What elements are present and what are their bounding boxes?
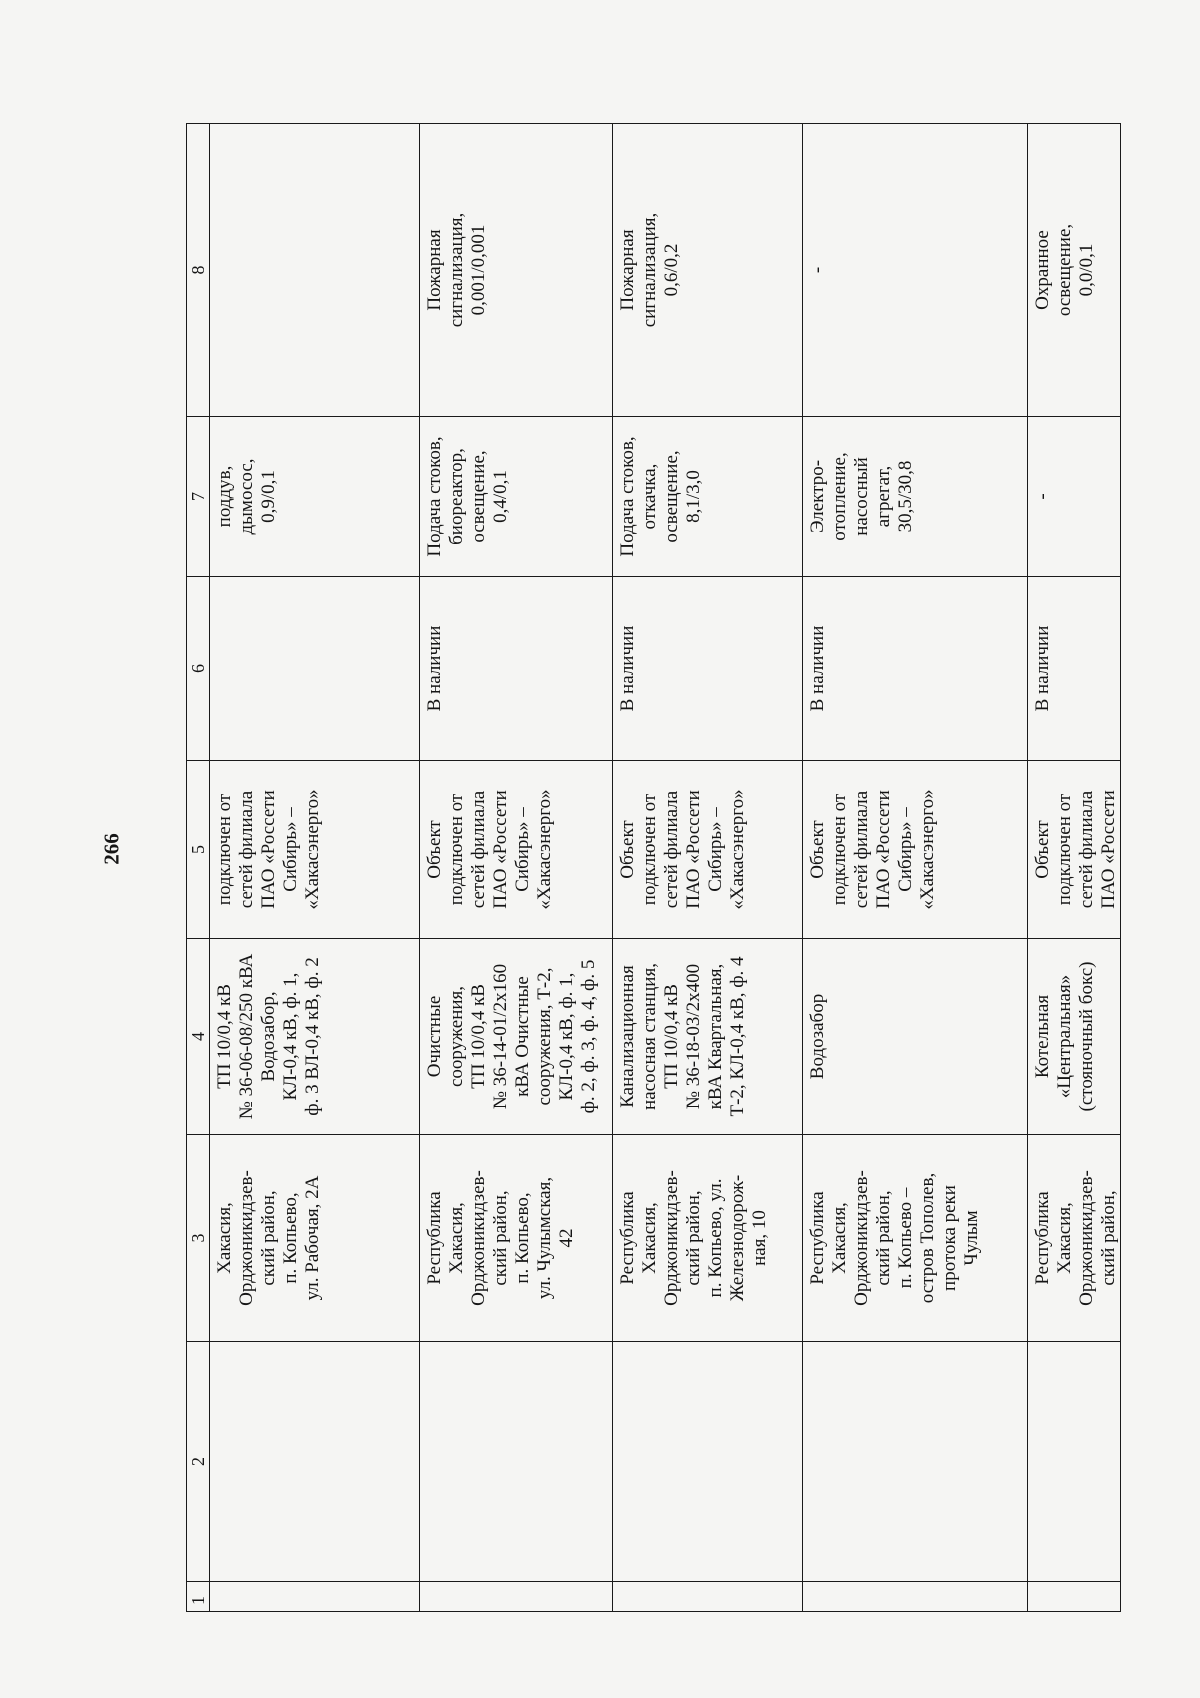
availability-cell: В наличии <box>613 577 803 761</box>
power-source-cell: Котельная «Центральная» (стояночный бокс) <box>1028 939 1121 1135</box>
connection-cell: Объект подключен от сетей филиала ПАО «Россети Сибирь» – «Хакасэнерго» <box>420 761 613 939</box>
other-load-cell: Охранное освещение, 0,0/0,1 <box>1028 124 1121 417</box>
row-index-cell <box>1028 1582 1121 1612</box>
availability-cell: В наличии <box>420 577 613 761</box>
load-cell: поддув, дымосос, 0,9/0,1 <box>210 417 420 577</box>
name-cell <box>613 1342 803 1582</box>
load-cell: Электро- отопление, насосный агрегат, 30,5/30,8 <box>803 417 1028 577</box>
table-row <box>1028 124 1121 1612</box>
header-cell: 7 <box>187 417 210 577</box>
availability-cell: В наличии <box>1028 577 1121 761</box>
address-cell: Республика Хакасия, Орджоникидзев- ский район, п. Копьево, ул. Железнодорож- ная, 10 <box>613 1135 803 1342</box>
row-index-cell <box>803 1582 1028 1612</box>
row-index-cell <box>210 1582 420 1612</box>
name-cell <box>1028 1342 1121 1582</box>
connection-cell: Объект подключен от сетей филиала ПАО «Россети <box>1028 761 1121 939</box>
other-load-cell <box>210 124 420 417</box>
table-row <box>613 124 803 1612</box>
availability-cell: В наличии <box>803 577 1028 761</box>
address-cell: Республика Хакасия, Орджоникидзев- ский район, <box>1028 1135 1121 1342</box>
address-cell: Хакасия, Орджоникидзев- ский район, п. Копьево, ул. Рабочая, 2А <box>210 1135 420 1342</box>
header-cell: 6 <box>187 577 210 761</box>
page-number: 266 <box>99 833 124 865</box>
rotated-table-container <box>186 124 1118 1612</box>
power-source-cell: ТП 10/0,4 кВ № 36-06-08/250 кВА Водозабор, КЛ-0,4 кВ, ф. 1, ф. 3 ВЛ-0,4 кВ, ф. 2 <box>210 939 420 1135</box>
other-load-cell: Пожарная сигнализация, 0,6/0,2 <box>613 124 803 417</box>
header-cell: 4 <box>187 939 210 1135</box>
row-index-cell <box>613 1582 803 1612</box>
load-cell: Подача стоков, биореактор, освещение, 0,4/0,1 <box>420 417 613 577</box>
header-cell: 5 <box>187 761 210 939</box>
data-table <box>186 123 1121 1612</box>
name-cell <box>210 1342 420 1582</box>
power-source-cell: Водозабор <box>803 939 1028 1135</box>
table-row <box>803 124 1028 1612</box>
table-header-row <box>187 124 210 1612</box>
header-cell: 2 <box>187 1342 210 1582</box>
other-load-cell: - <box>803 124 1028 417</box>
power-source-cell: Канализационная насосная станция, ТП 10/0,4 кВ № 36-18-03/2х400 кВА Квартальная, Т-2, КЛ-0,4 кВ, ф. 4 <box>613 939 803 1135</box>
header-cell: 3 <box>187 1135 210 1342</box>
connection-cell: подключен от сетей филиала ПАО «Россети Сибирь» – «Хакасэнерго» <box>210 761 420 939</box>
power-source-cell: Очистные сооружения, ТП 10/0,4 кВ № 36-14-01/2х160 кВА Очистные сооружения, Т-2, КЛ-0,4 кВ, ф. 1, ф. 2, ф. 3, ф. 4, ф. 5 <box>420 939 613 1135</box>
table-row <box>420 124 613 1612</box>
name-cell <box>803 1342 1028 1582</box>
address-cell: Республика Хакасия, Орджоникидзев- ский район, п. Копьево – остров Тополев, протока реки Чулым <box>803 1135 1028 1342</box>
header-cell: 8 <box>187 124 210 417</box>
row-index-cell <box>420 1582 613 1612</box>
other-load-cell: Пожарная сигнализация, 0,001/0,001 <box>420 124 613 417</box>
name-cell <box>420 1342 613 1582</box>
table-row <box>210 124 420 1612</box>
address-cell: Республика Хакасия, Орджоникидзев- ский район, п. Копьево, ул. Чулымская, 42 <box>420 1135 613 1342</box>
header-cell: 1 <box>187 1582 210 1612</box>
connection-cell: Объект подключен от сетей филиала ПАО «Россети Сибирь» – «Хакасэнерго» <box>803 761 1028 939</box>
load-cell: Подача стоков, откачка, освещение, 8,1/3,0 <box>613 417 803 577</box>
load-cell: - <box>1028 417 1121 577</box>
connection-cell: Объект подключен от сетей филиала ПАО «Россети Сибирь» – «Хакасэнерго» <box>613 761 803 939</box>
availability-cell <box>210 577 420 761</box>
